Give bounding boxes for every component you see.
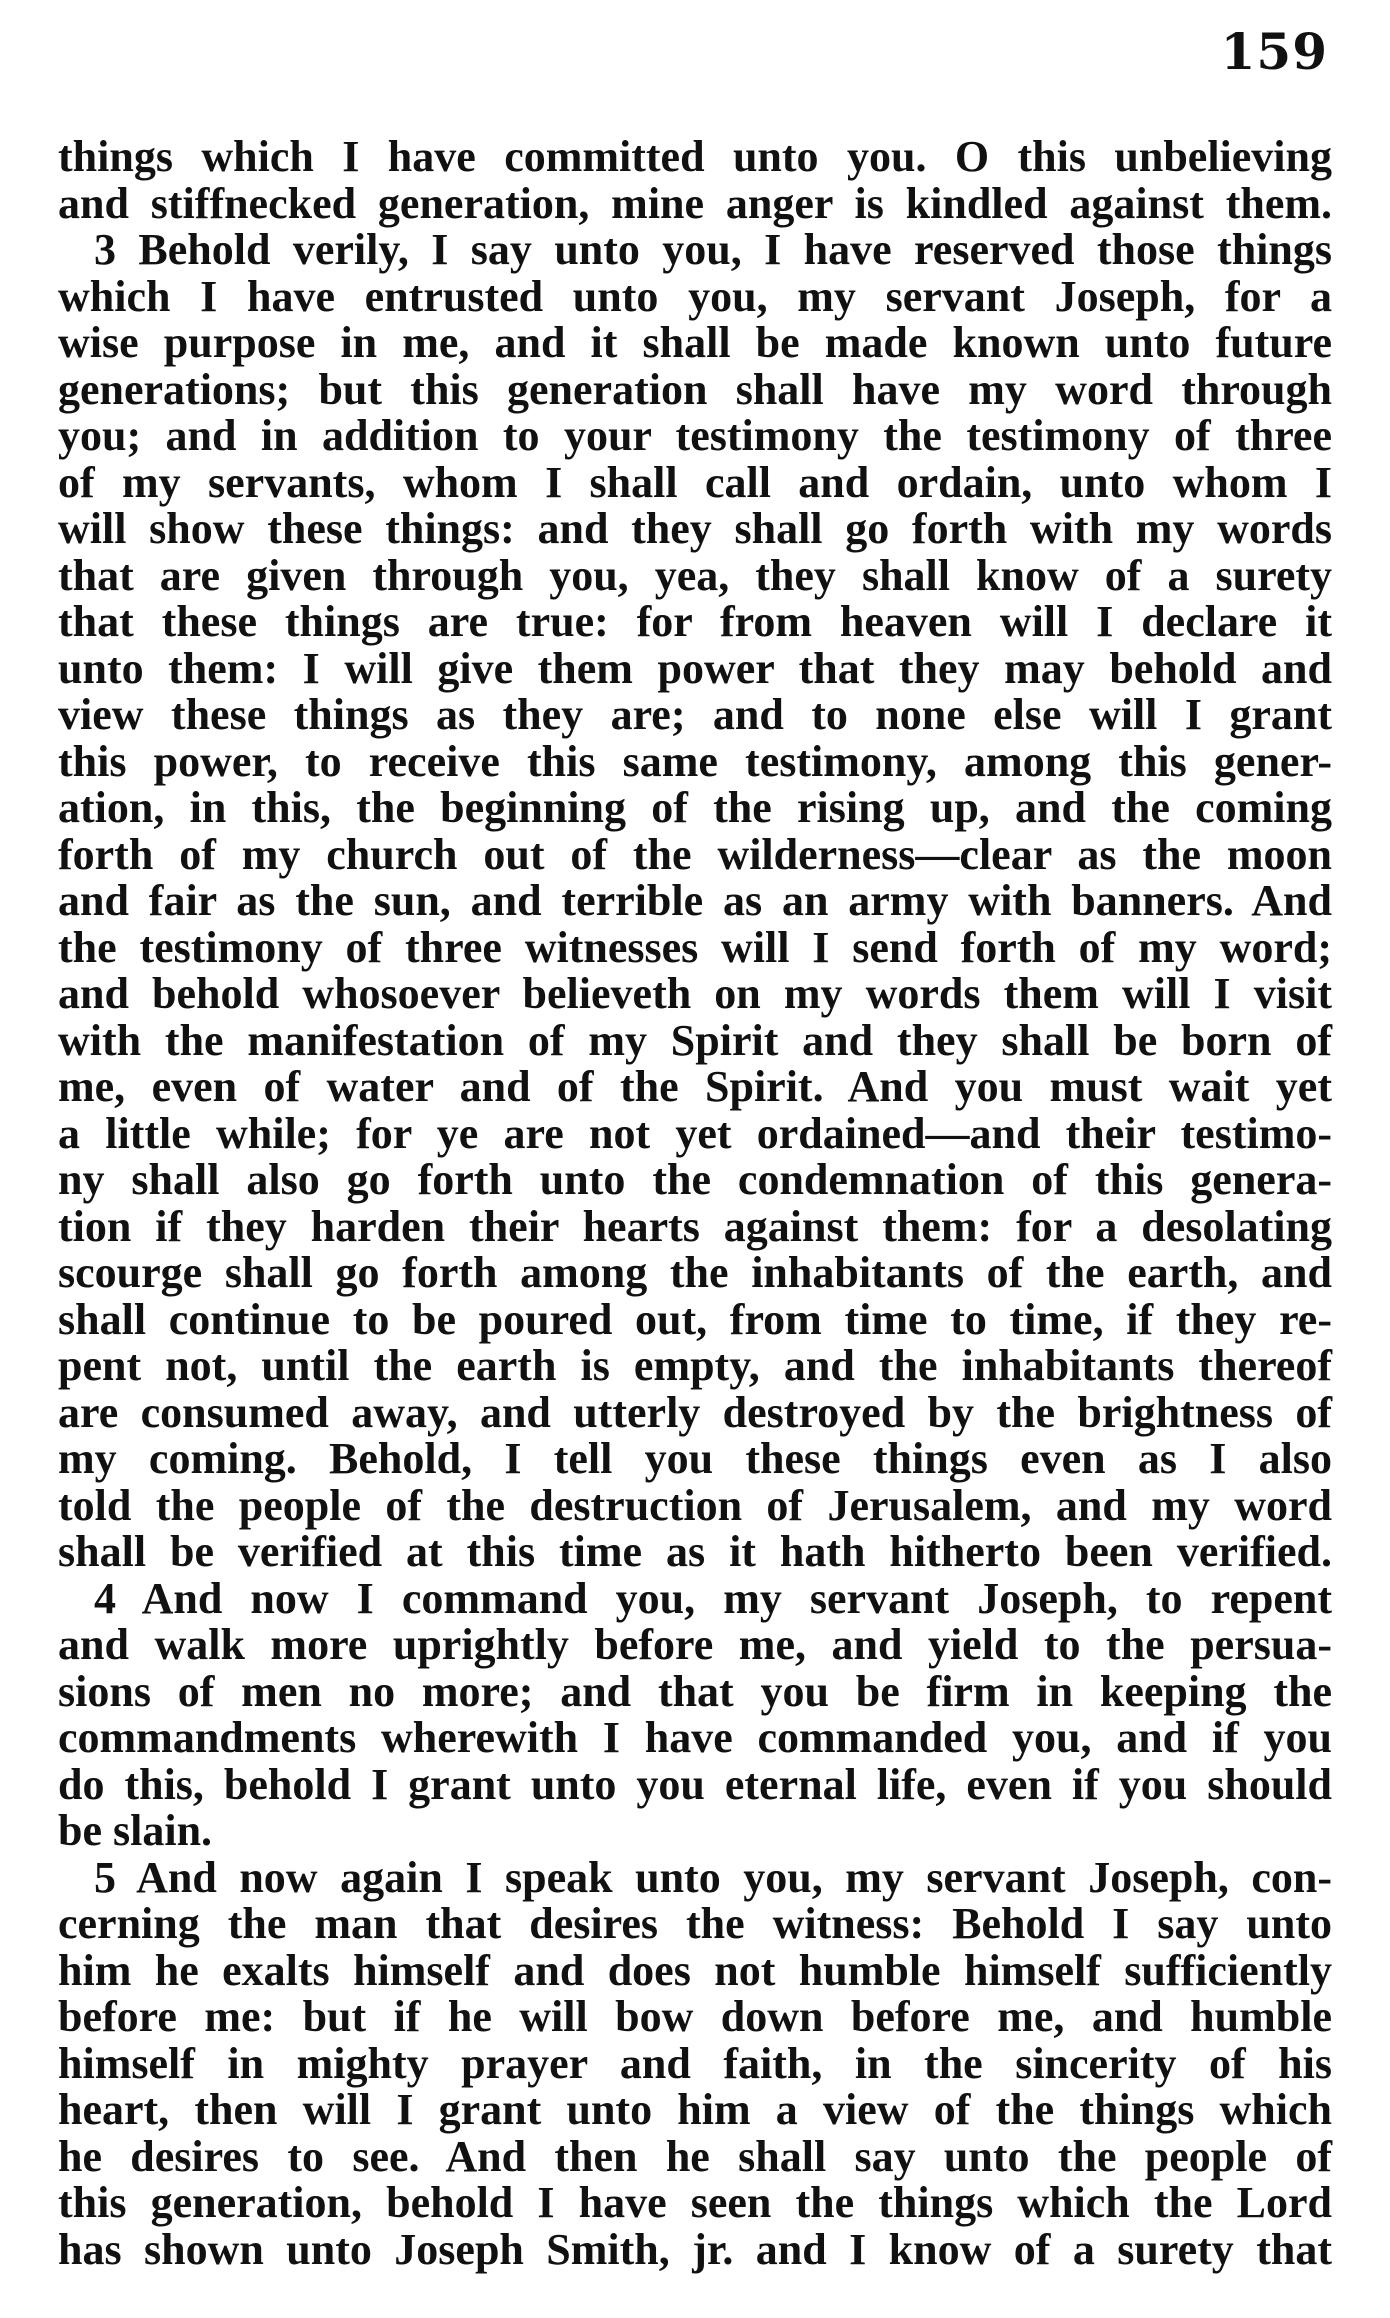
text-line: my coming. Behold, I tell you these things even as I also xyxy=(58,1434,1332,1483)
text-line: him he exalts himself and does not humble himself sufficiently xyxy=(58,1945,1332,1995)
text-line: pent not, until the earth is empty, and the inhabitants thereof xyxy=(58,1341,1332,1390)
text-line: sions of men no more; and that you be firm in keeping the xyxy=(58,1666,1332,1716)
text-line: do this, behold I grant unto you eternal life, even if you should xyxy=(58,1759,1332,1809)
text-line: heart, then will I grant unto him a view of the things which xyxy=(58,2085,1332,2134)
text-line: and walk more uprightly before me, and yield to the persua- xyxy=(58,1620,1332,1669)
body-text xyxy=(58,134,1332,2273)
text-line: 3 Behold verily, I say unto you, I have reserved those things xyxy=(94,225,1332,274)
text-line: the testimony of three witnesses will I send forth of my word; xyxy=(58,922,1332,972)
text-line: that these things are true: for from heaven will I declare it xyxy=(58,597,1332,646)
text-line: things which I have committed unto you. O this unbelieving xyxy=(58,132,1332,181)
text-line: cerning the man that desires the witness: Behold I say unto xyxy=(58,1899,1332,1948)
text-line: a little while; for ye are not yet ordained—and their testimo- xyxy=(58,1108,1332,1158)
text-line: tion if they harden their hearts against them: for a desolating xyxy=(58,1201,1332,1251)
text-line: generations; but this generation shall have my word through xyxy=(58,364,1332,414)
text-line: which I have entrusted unto you, my servant Joseph, for a xyxy=(58,271,1332,321)
text-line: told the people of the destruction of Jerusalem, and my word xyxy=(58,1480,1332,1530)
text-line: me, even of water and of the Spirit. And you must wait yet xyxy=(58,1062,1332,1111)
text-line: 5 And now again I speak unto you, my servant Joseph, con- xyxy=(94,1852,1332,1902)
text-line: unto them: I will give them power that they may behold and xyxy=(58,643,1332,693)
text-line: this power, to receive this same testimony, among this gener- xyxy=(58,736,1332,786)
text-line: with the manifestation of my Spirit and they shall be born of xyxy=(58,1015,1332,1065)
text-line: view these things as they are; and to none else will I grant xyxy=(58,690,1332,739)
text-line: himself in mighty prayer and faith, in the sincerity of his xyxy=(58,2038,1332,2088)
text-line: of my servants, whom I shall call and ordain, unto whom I xyxy=(58,457,1332,507)
text-line: are consumed away, and utterly destroyed by the brightness of xyxy=(58,1387,1332,1437)
text-line: shall continue to be poured out, from time to time, if they re- xyxy=(58,1294,1332,1344)
text-line: before me: but if he will bow down before me, and humble xyxy=(58,1992,1332,2041)
text-line: will show these things: and they shall go forth with my words xyxy=(58,504,1332,553)
text-line: you; and in addition to your testimony the testimony of three xyxy=(58,411,1332,460)
text-line: he desires to see. And then he shall say unto the people of xyxy=(58,2131,1332,2181)
text-line: that are given through you, yea, they shall know of a surety xyxy=(58,550,1332,600)
text-line: ation, in this, the beginning of the rising up, and the coming xyxy=(58,783,1332,832)
text-line: this generation, behold I have seen the things which the Lord xyxy=(58,2178,1332,2227)
text-line: has shown unto Joseph Smith, jr. and I know of a surety that xyxy=(58,2224,1332,2274)
text-line: scourge shall go forth among the inhabitants of the earth, and xyxy=(58,1248,1332,1297)
text-line: forth of my church out of the wilderness—clear as the moon xyxy=(58,829,1332,879)
text-line: be slain. xyxy=(58,1806,213,1855)
text-line: and fair as the sun, and terrible as an army with banners. And xyxy=(58,876,1332,925)
text-line: shall be verified at this time as it hath hitherto been verified. xyxy=(58,1527,1332,1576)
text-line: ny shall also go forth unto the condemnation of this genera- xyxy=(58,1155,1332,1204)
text-line: commandments wherewith I have commanded you, and if you xyxy=(58,1713,1332,1762)
text-line: 4 And now I command you, my servant Joseph, to repent xyxy=(94,1573,1332,1623)
text-line: and behold whosoever believeth on my words them will I visit xyxy=(58,969,1332,1018)
text-line: wise purpose in me, and it shall be made known unto future xyxy=(58,318,1332,367)
page-number: 159 xyxy=(1220,22,1328,81)
text-line: and stiffnecked generation, mine anger is kindled against them. xyxy=(58,178,1332,228)
